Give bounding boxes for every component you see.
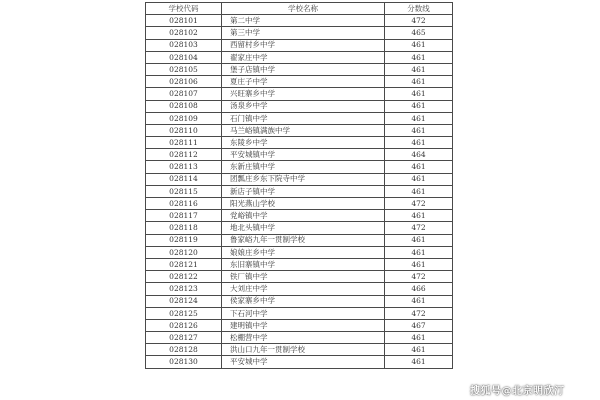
school-name-cell: 团瓢庄乡东下院寺中学 xyxy=(222,173,385,185)
table-row xyxy=(146,222,453,234)
table-row xyxy=(146,63,453,75)
school-name-cell: 建明镇中学 xyxy=(222,319,385,331)
school-code-cell: 028120 xyxy=(146,246,222,258)
header-school-code: 学校代码 xyxy=(146,3,222,15)
school-code-cell: 028116 xyxy=(146,198,222,210)
table-row xyxy=(146,344,453,356)
school-name-cell: 洪山口九年一贯制学校 xyxy=(222,344,385,356)
table-row xyxy=(146,137,453,149)
table-row xyxy=(146,112,453,124)
watermark-text: 搜狐号@北京明欣汀 xyxy=(470,386,565,397)
score-cell: 461 xyxy=(385,356,453,368)
table-row xyxy=(146,173,453,185)
school-name-cell: 鲁家峪九年一贯制学校 xyxy=(222,234,385,246)
score-cell: 461 xyxy=(385,63,453,75)
school-code-cell: 028117 xyxy=(146,210,222,222)
table-row xyxy=(146,246,453,258)
table-row xyxy=(146,100,453,112)
school-name-cell: 兴旺寨乡中学 xyxy=(222,88,385,100)
school-name-cell: 汤泉乡中学 xyxy=(222,100,385,112)
school-name-cell: 平安城镇中学 xyxy=(222,149,385,161)
school-code-cell: 028124 xyxy=(146,295,222,307)
school-code-cell: 028123 xyxy=(146,283,222,295)
score-cell: 461 xyxy=(385,173,453,185)
school-name-cell: 阳光燕山学校 xyxy=(222,198,385,210)
school-code-cell: 028105 xyxy=(146,63,222,75)
score-cell: 461 xyxy=(385,210,453,222)
score-cell: 472 xyxy=(385,198,453,210)
table-row xyxy=(146,185,453,197)
school-code-cell: 028127 xyxy=(146,332,222,344)
school-code-cell: 028115 xyxy=(146,185,222,197)
table-row xyxy=(146,295,453,307)
table-row xyxy=(146,356,453,368)
school-code-cell: 028106 xyxy=(146,76,222,88)
school-code-cell: 028122 xyxy=(146,271,222,283)
school-code-cell: 028114 xyxy=(146,173,222,185)
school-name-cell: 铁厂镇中学 xyxy=(222,271,385,283)
header-score: 分数线 xyxy=(385,3,453,15)
score-cell: 461 xyxy=(385,344,453,356)
score-cell: 461 xyxy=(385,100,453,112)
score-cell: 461 xyxy=(385,76,453,88)
table-row xyxy=(146,271,453,283)
school-name-cell: 侯家寨乡中学 xyxy=(222,295,385,307)
table-row xyxy=(146,332,453,344)
school-code-cell: 028107 xyxy=(146,88,222,100)
school-code-cell: 028102 xyxy=(146,27,222,39)
school-code-cell: 028101 xyxy=(146,15,222,27)
school-code-cell: 028128 xyxy=(146,344,222,356)
school-name-cell: 下石河中学 xyxy=(222,307,385,319)
score-cell: 461 xyxy=(385,112,453,124)
school-code-cell: 028104 xyxy=(146,51,222,63)
score-cell: 472 xyxy=(385,15,453,27)
table-row xyxy=(146,307,453,319)
school-name-cell: 东陵乡中学 xyxy=(222,137,385,149)
school-code-cell: 028119 xyxy=(146,234,222,246)
score-cell: 461 xyxy=(385,39,453,51)
table-row xyxy=(146,51,453,63)
score-cell: 461 xyxy=(385,185,453,197)
score-cell: 461 xyxy=(385,88,453,100)
school-code-cell: 028110 xyxy=(146,124,222,136)
school-name-cell: 地北头镇中学 xyxy=(222,222,385,234)
score-cell: 472 xyxy=(385,271,453,283)
score-cell: 461 xyxy=(385,332,453,344)
score-cell: 465 xyxy=(385,27,453,39)
school-name-cell: 松棚营中学 xyxy=(222,332,385,344)
admission-score-table xyxy=(145,2,453,369)
school-code-cell: 028118 xyxy=(146,222,222,234)
table-row xyxy=(146,39,453,51)
score-cell: 467 xyxy=(385,319,453,331)
school-code-cell: 028125 xyxy=(146,307,222,319)
school-code-cell: 028111 xyxy=(146,137,222,149)
school-code-cell: 028113 xyxy=(146,161,222,173)
table-row xyxy=(146,76,453,88)
school-name-cell: 翟家庄中学 xyxy=(222,51,385,63)
school-name-cell: 平安城中学 xyxy=(222,356,385,368)
score-cell: 466 xyxy=(385,283,453,295)
score-cell: 472 xyxy=(385,307,453,319)
table-row xyxy=(146,319,453,331)
school-code-cell: 028126 xyxy=(146,319,222,331)
score-cell: 461 xyxy=(385,161,453,173)
score-cell: 472 xyxy=(385,222,453,234)
table-row xyxy=(146,161,453,173)
table-row xyxy=(146,198,453,210)
score-cell: 461 xyxy=(385,234,453,246)
school-name-cell: 第三中学 xyxy=(222,27,385,39)
school-code-cell: 028108 xyxy=(146,100,222,112)
table-row xyxy=(146,210,453,222)
school-name-cell: 石门镇中学 xyxy=(222,112,385,124)
score-cell: 461 xyxy=(385,51,453,63)
table-row xyxy=(146,88,453,100)
score-cell: 461 xyxy=(385,137,453,149)
table-row xyxy=(146,258,453,270)
score-cell: 461 xyxy=(385,246,453,258)
header-school-name: 学校名称 xyxy=(222,3,385,15)
school-name-cell: 大刘庄中学 xyxy=(222,283,385,295)
school-name-cell: 夏庄子中学 xyxy=(222,76,385,88)
table-row xyxy=(146,234,453,246)
school-code-cell: 028121 xyxy=(146,258,222,270)
table-header-row xyxy=(146,3,453,15)
school-name-cell: 东旧寨镇中学 xyxy=(222,258,385,270)
table-row xyxy=(146,149,453,161)
school-name-cell: 东新庄镇中学 xyxy=(222,161,385,173)
table-row xyxy=(146,283,453,295)
score-cell: 464 xyxy=(385,149,453,161)
table-row xyxy=(146,27,453,39)
school-name-cell: 娘娘庄乡中学 xyxy=(222,246,385,258)
table-row xyxy=(146,124,453,136)
score-cell: 461 xyxy=(385,295,453,307)
school-name-cell: 西留村乡中学 xyxy=(222,39,385,51)
school-name-cell: 堡子店镇中学 xyxy=(222,63,385,75)
school-name-cell: 第二中学 xyxy=(222,15,385,27)
score-cell: 461 xyxy=(385,124,453,136)
school-code-cell: 028103 xyxy=(146,39,222,51)
school-name-cell: 党峪镇中学 xyxy=(222,210,385,222)
school-code-cell: 028112 xyxy=(146,149,222,161)
school-name-cell: 新店子镇中学 xyxy=(222,185,385,197)
school-code-cell: 028109 xyxy=(146,112,222,124)
school-code-cell: 028130 xyxy=(146,356,222,368)
table-row xyxy=(146,15,453,27)
score-cell: 461 xyxy=(385,258,453,270)
school-name-cell: 马兰峪镇满族中学 xyxy=(222,124,385,136)
